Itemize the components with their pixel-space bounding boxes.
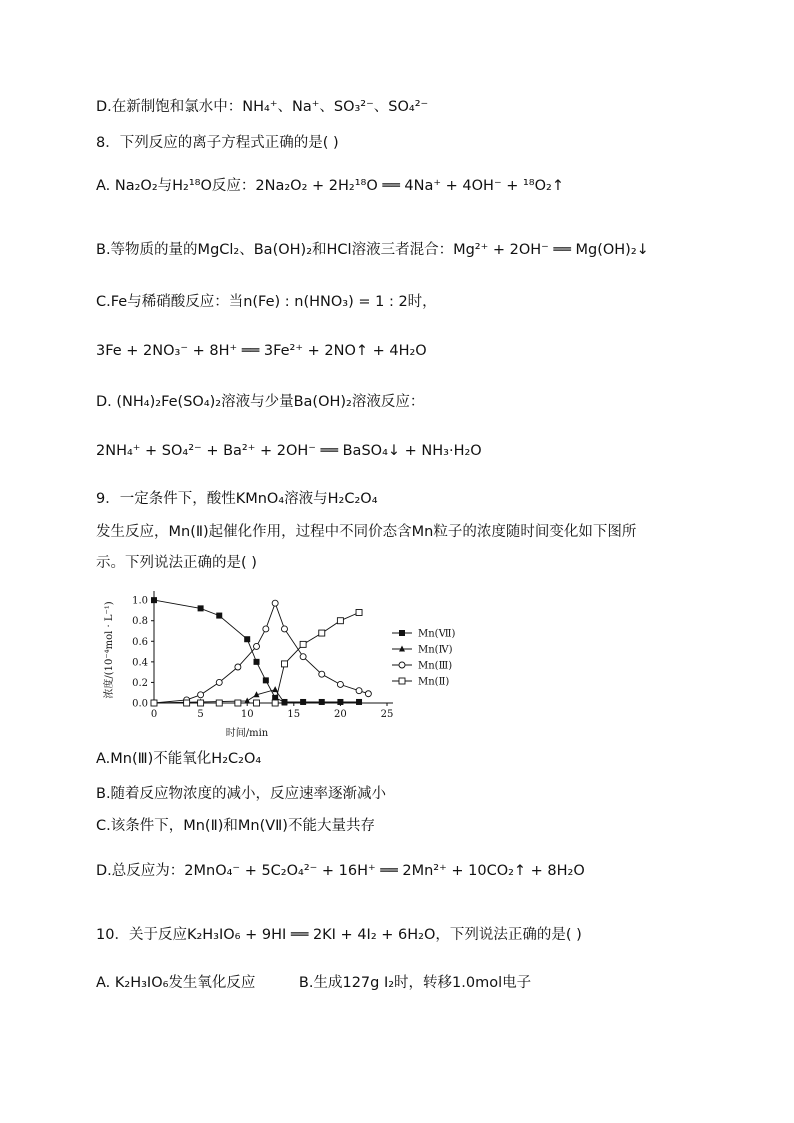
series-0 — [151, 597, 362, 705]
data-point — [356, 609, 362, 615]
data-point — [216, 613, 222, 619]
series-line — [154, 603, 368, 703]
question-10: 10．关于反应K₂H₃IO₆ + 9HI ══ 2KI + 4I₂ + 6H₂O，下列说法正确的是( ) — [96, 927, 582, 943]
series-2 — [151, 600, 371, 706]
data-point — [356, 699, 362, 705]
q8-option-d: D. (NH₄)₂Fe(SO₄)₂溶液与少量Ba(OH)₂溶液反应： — [96, 394, 425, 410]
legend-label: Mn(Ⅶ) — [418, 628, 456, 640]
legend-label: Mn(Ⅱ) — [418, 676, 450, 688]
data-point — [198, 605, 204, 611]
data-point — [272, 600, 278, 606]
data-point — [254, 659, 260, 665]
chart-legend — [392, 629, 455, 688]
chart-svg — [92, 585, 492, 745]
data-point — [300, 641, 306, 647]
data-point — [151, 700, 157, 706]
data-point — [235, 700, 241, 706]
q9-option-a: A.Mn(Ⅲ)不能氧化H₂C₂O₄ — [96, 751, 262, 767]
data-point — [198, 700, 204, 706]
question-9: 9．一定条件下，酸性KMnO₄溶液与H₂C₂O₄ — [96, 491, 378, 507]
legend-label: Mn(Ⅳ) — [418, 644, 453, 656]
data-point — [272, 700, 278, 706]
y-tick-label: 1.0 — [132, 595, 148, 607]
data-point — [216, 679, 222, 685]
data-point — [281, 661, 287, 667]
legend-marker — [399, 662, 405, 668]
y-tick-label: 0.0 — [132, 698, 148, 710]
legend-marker — [399, 646, 405, 652]
data-point — [319, 630, 325, 636]
data-point — [244, 697, 250, 703]
question-8: 8．下列反应的离子方程式正确的是( ) — [96, 135, 339, 151]
chart-series — [151, 597, 371, 706]
y-tick-label: 0.4 — [132, 657, 148, 669]
question-9-cont2: 示。下列说法正确的是( ) — [96, 555, 257, 571]
concentration-time-chart — [92, 585, 492, 745]
q8-option-d-equation: 2NH₄⁺ + SO₄²⁻ + Ba²⁺ + 2OH⁻ ══ BaSO₄↓ + NH₃·H₂O — [96, 443, 482, 459]
data-point — [300, 654, 306, 660]
x-tick-label: 25 — [380, 709, 394, 720]
y-tick-label: 0.8 — [132, 616, 148, 628]
legend-marker — [399, 678, 405, 684]
data-point — [263, 626, 269, 632]
x-tick-label: 10 — [240, 709, 254, 720]
question-9-cont: 发生反应，Mn(Ⅱ)起催化作用，过程中不同价态含Mn粒子的浓度随时间变化如下图所 — [96, 524, 637, 540]
data-point — [263, 677, 269, 683]
data-point — [319, 699, 325, 705]
data-point — [337, 699, 343, 705]
q8-option-a: A. Na₂O₂与H₂¹⁸O反应：2Na₂O₂ + 2H₂¹⁸O ══ 4Na⁺ + 4OH⁻ + ¹⁸O₂↑ — [96, 178, 564, 194]
data-point — [281, 626, 287, 632]
option-d-line: D.在新制饱和氯水中：NH₄⁺、Na⁺、SO₃²⁻、SO₄²⁻ — [96, 99, 429, 115]
data-point — [254, 700, 260, 706]
data-point — [151, 597, 157, 603]
data-point — [235, 664, 241, 670]
q8-option-c: C.Fe与稀硝酸反应：当n(Fe) : n(HNO₃) = 1 : 2时， — [96, 294, 437, 310]
x-tick-label: 0 — [150, 709, 158, 720]
series-line — [154, 613, 359, 704]
x-tick-label: 20 — [334, 709, 347, 720]
q8-option-b: B.等物质的量的MgCl₂、Ba(OH)₂和HCl溶液三者混合：Mg²⁺ + 2OH⁻ ══ Mg(OH)₂↓ — [96, 242, 649, 258]
legend-label: Mn(Ⅲ) — [418, 660, 453, 672]
data-point — [254, 643, 260, 649]
data-point — [198, 692, 204, 698]
data-point — [272, 686, 278, 692]
chart-axes — [132, 591, 393, 720]
y-axis-label: 浓度/(10⁻⁴mol · L⁻¹) — [104, 601, 115, 699]
x-tick-label: 15 — [287, 709, 301, 720]
q9-option-d: D.总反应为：2MnO₄⁻ + 5C₂O₄²⁻ + 16H⁺ ══ 2Mn²⁺ + 10CO₂↑ + 8H₂O — [96, 863, 585, 879]
data-point — [300, 699, 306, 705]
data-point — [356, 688, 362, 694]
q10-options-ab: A. K₂H₃IO₆发生氧化反应 B.生成127g I₂时，转移1.0mol电子 — [96, 975, 532, 991]
data-point — [337, 618, 343, 624]
q8-option-c-equation: 3Fe + 2NO₃⁻ + 8H⁺ ══ 3Fe²⁺ + 2NO↑ + 4H₂O — [96, 343, 427, 359]
data-point — [337, 681, 343, 687]
data-point — [319, 671, 325, 677]
x-tick-label: 5 — [197, 709, 204, 720]
data-point — [216, 700, 222, 706]
x-axis-label: 时间/min — [225, 728, 269, 739]
y-tick-label: 0.6 — [132, 636, 148, 648]
legend-marker — [399, 630, 405, 636]
series-line — [154, 600, 359, 702]
data-point — [184, 700, 190, 706]
q9-option-c: C.该条件下，Mn(Ⅱ)和Mn(VⅡ)不能大量共存 — [96, 818, 375, 834]
data-point — [244, 636, 250, 642]
data-point — [365, 691, 371, 697]
y-tick-label: 0.2 — [132, 677, 148, 689]
q9-option-b: B.随着反应物浓度的减小，反应速率逐渐减小 — [96, 786, 387, 802]
